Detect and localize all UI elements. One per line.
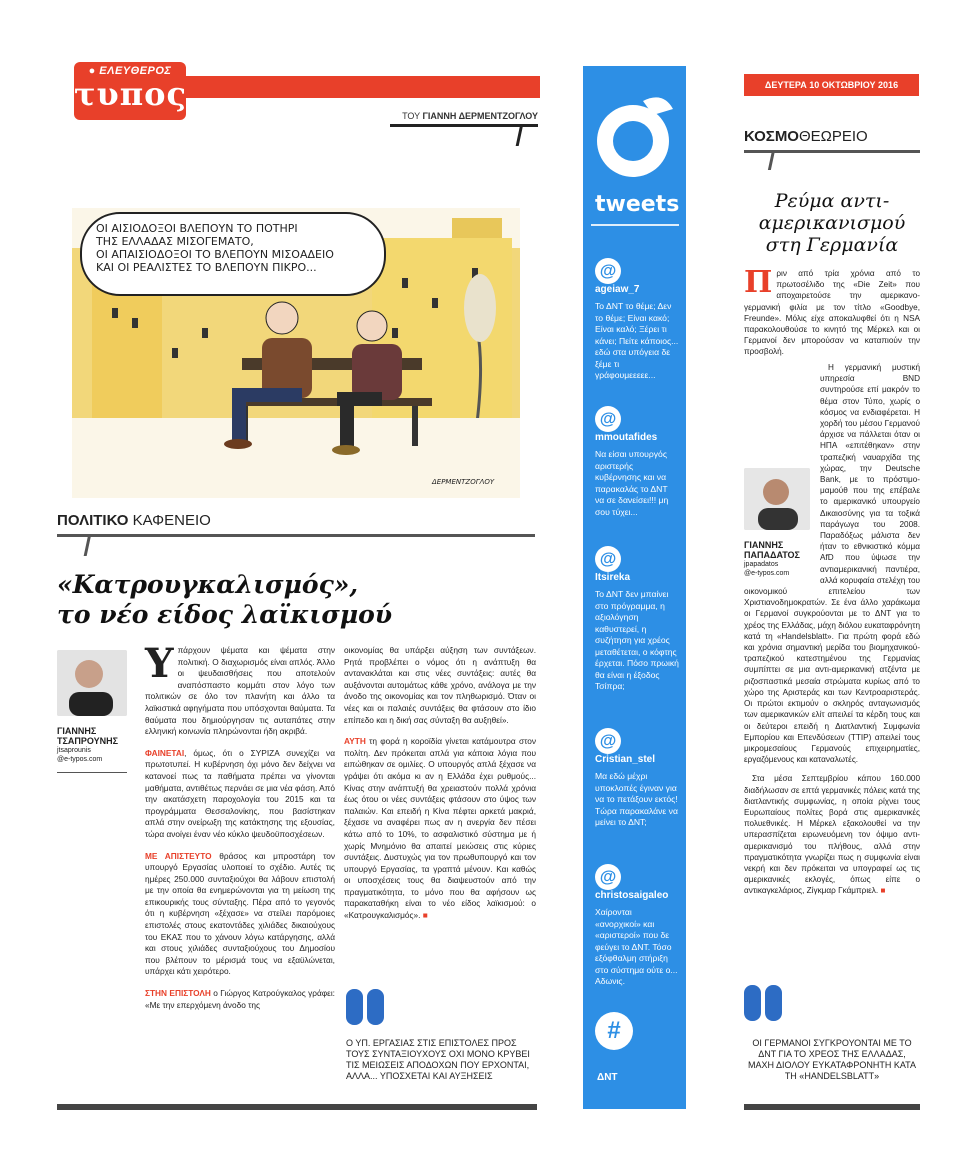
tweet-text: Μα εδώ μέχρι υποκλοπές έγιναν για να το πετάξουν εκτός! Τώρα παρακαλάνε να μείνει το ΔΝΤ; (595, 771, 678, 827)
section-rule-tick (768, 150, 775, 170)
section-title-bold: ΚΟΣΜΟ (744, 128, 799, 145)
cartoon-speech-bubble (80, 212, 386, 296)
at-icon: @ (595, 728, 621, 754)
article-paragraph: ο Γιώργος Κατρούγκαλος γράφει: «Με την επερχόμενη άνοδο της (145, 988, 335, 1010)
author-email: @e-typos.com (57, 756, 103, 763)
at-icon: @ (595, 258, 621, 284)
article-paragraph: πάρχουν ψέματα και ψέματα στην πολιτική. Ο διαχωρισμός είναι απλός. Άλλο οι ψευδαισθήσεις που αποτελούν αναπόσπαστο κομμάτι στον λόγο των πολιτικών σε όλο τον πλανήτη και άλλο τα λαϊκιστικά αφηγήματα που υπόσχονται θαύματα. Τα θαύματα που δημιούργησαν τις αυταπάτες στην ελληνική κοινωνία πληρώνονται ήδη ακριβά. (145, 645, 335, 737)
paragraph-lead: ΣΤΗΝ ΕΠΙΣΤΟΛΗ (145, 988, 211, 999)
author-name-last: ΤΣΑΠΡΟΥΝΗΣ (57, 736, 119, 746)
section-title-rest: ΚΑΦΕΝΕΙΟ (128, 512, 211, 529)
headline-line-2: το νέο είδος λαϊκισμού (57, 600, 393, 629)
logo-title: τυπος (74, 75, 187, 113)
section-title-kosmotheoreio (744, 128, 868, 145)
header-rule (390, 124, 538, 127)
right-article-dropcap: Π (744, 265, 773, 300)
article-paragraph: οικονομίας θα υπάρξει αύξηση των συντάξεων. Ρητά προβλέπει ο νόμος ότι η ανάπτυξη θα αντανακλάται και στις νέες συντάξεις: αυτές θα αυξάνονται αυτομάτως κάθε χρόνο, ανάλογα με την άνοδο της οικονομίας και τον πληθωρισμό. Όταν οι νέες και οι παλαιές συντάξεις θα φτάσουν στο ίδιο επίπεδο και η δική σας σύνταξη θα αυξηθεί». (344, 645, 536, 725)
issue-date: ΔΕΥΤΕΡΑ 10 ΟΚΤΩΒΡΙΟΥ 2016 (744, 74, 919, 96)
right-article-headline (744, 190, 920, 256)
paragraph-lead: ΦΑΙΝΕΤΑΙ (145, 747, 185, 758)
author-avatar (57, 650, 127, 716)
author-name-last: ΠΑΠΑΔΑΤΟΣ (744, 550, 800, 560)
section-title-politiko-kafeneio (57, 512, 211, 529)
tweet-handle[interactable]: christosaigaleo (595, 890, 669, 901)
tweet-item (595, 728, 679, 829)
author-box (57, 726, 127, 764)
article-dropcap: Υ (145, 640, 174, 687)
section-title-bold: ΠΟΛΙΤΙΚΟ (57, 512, 129, 529)
article-paragraph: ριν από τρία χρόνια από το πρωτοσέλιδο της «Die Zeit» που αποχαιρετούσε την αμερικανο-γερμανική φιλία με τον τίτλο «Goodbye, Freunde». Μόλις είχε αποκαλυφθεί ότι η NSA παρακολουθούσε το κινητό της Μέρκελ και οι Γερμανοί δεν μπορούσαν να καταπιούν την προσβολή. (744, 269, 920, 357)
article-paragraph: τη φορά η κοροϊδία γίνεται κατάμουτρα στον πολίτη. Δεν πρόκειται απλά για κάποια λόγια που ειπώθηκαν σε ομιλίες. Ο υπουργός απλά ξέχασε να γράψει ότι ακόμα κι αν η Ελλάδα έχει ρυθμούς... Κίνας στην ανάπτυξή θα χρειαστούν πολλά χρόνια έως ότου οι νέες συντάξεις φτάσουν στο ύψος των παλαιών. Και επειδή η Κίνα πέφτει αρκετά μακριά, ξέχασε να αναφέρει πως αν η ανεργία δεν πέσει κάτω από το 10%, το ασφαλιστικό σύστημα με ή χωρίς Μνημόνιο θα απαιτεί μειώσεις στις κύριες συντάξεις. Δυστυχώς για τον πρωθυπουργό και τον υπουργό Εργασίας, τα γραπτά μένουν. Και καθώς οι υποσχέσεις τους θα διαψευστούν από την πραγματικότητα, το μόνο που θα αφήσουν ως παρακαταθήκη είναι το νέο είδος λαϊκισμού: ο «Κατρουγκαλισμός». (344, 736, 536, 921)
tweet-item (595, 546, 679, 693)
end-mark: ■ (422, 910, 428, 921)
column-author-line (300, 111, 538, 121)
article-headline (57, 570, 477, 630)
at-icon: @ (595, 546, 621, 572)
author-handle: jpapadatos (744, 561, 779, 568)
column-author: ΓΙΑΝΝΗ ΔΕΡΜΕΝΤΖΟΓΛΟΥ (422, 111, 538, 121)
headline-line-3: στη Γερμανία (765, 234, 899, 256)
quote-icon (744, 985, 784, 1026)
logo-tagline: ● ΕΛΕΥΘΕΡΟΣ (88, 65, 172, 77)
bird-icon (583, 66, 686, 186)
tweets-column (583, 66, 686, 1109)
paragraph-lead: ΜΕ ΑΠΙΣΤΕΥΤΟ (145, 850, 212, 861)
section-rule (57, 534, 535, 537)
pull-quote: ΟΙ ΓΕΡΜΑΝΟΙ ΣΥΓΚΡΟΥΟΝΤΑΙ ΜΕ ΤΟ ΔΝΤ ΓΙΑ ΤΟ ΧΡΕΟΣ ΤΗΣ ΕΛΛΑΔΑΣ, ΜΑΧΗ ΔΙΟΛΟΥ ΕΥΚΑΤΑΦΡΟΝΗΤΗ ΚΑΤΑ ΤΗ «HANDELSBLATT» (748, 1038, 916, 1081)
at-icon: @ (595, 864, 621, 890)
tweet-text: Χαίρονται «ανορχικοί» και «αριστεροί» που δε φεύγει το ΔΝΤ. Τόσο εξόφθαλμη στήριξη στο σύστημα ούτε ο... Αδωνις. (595, 907, 678, 986)
header-rule-tick (516, 124, 524, 146)
newspaper-logo (74, 62, 186, 120)
headline-line-2: αμερικανισμού (758, 212, 906, 234)
tweet-item (595, 258, 679, 382)
author-prefix: ΤΟΥ (402, 111, 420, 121)
bottom-rule-left (57, 1104, 537, 1110)
article-paragraph: , όμως, ότι ο ΣΥΡΙΖΑ συνεχίζει να πρωτοτυπεί. Η κυβέρνηση όχι μόνο δεν δείχνει να κατανοεί πως τα παθήματα πρέπει να γίνονται μαθήματα, αντιθέτως περνάει σε μια νέα φάση. Από την ακατάσχετη παροχολογία του 2015 και τα προγράμματα Θεσσαλονίκης, που βασίστηκαν απλά στην ονείρωξη της κατάκτησης της εξουσίας, τώρα ανοίγει έναν νέο κύκλο ψευδοϋποσχέσεων. (145, 747, 335, 839)
hashtag-icon: # (595, 1012, 633, 1050)
author-name-first: ΓΙΑΝΝΗΣ (744, 540, 784, 550)
end-mark: ■ (880, 886, 886, 896)
right-article-body (744, 362, 920, 897)
quote-icon (346, 985, 386, 1025)
tweet-text: Να είσαι υπουργός αριστερής κυβέρνησης και να παρακαλάς το ΔΝΤ να σε δανείσει!!! μη σου τύχει... (595, 449, 669, 517)
tweet-handle[interactable]: mmoutafides (595, 432, 658, 443)
author-name-first: ΓΙΑΝΝΗΣ (57, 726, 97, 736)
at-icon: @ (595, 406, 621, 432)
author-rule (57, 772, 127, 773)
tweet-item (595, 864, 679, 988)
paragraph-lead: ΑΥΤΗ (344, 736, 366, 747)
header-red-bar (180, 76, 540, 98)
headline-line-1: Ρεύμα αντι- (774, 190, 890, 212)
bubble-line: ΟΙ ΑΠΑΙΣΙΟΔΟΞΟΙ ΤΟ ΒΛΕΠΟΥΝ ΜΙΣΟΑΔΕΙΟ (96, 248, 334, 261)
section-title-rest: ΘΕΩΡΕΙΟ (798, 128, 868, 145)
tweet-text: Το ΔΝΤ δεν μπαίνει στο πρόγραμμα, η αξιολόγηση καθυστερεί, η συζήτηση για χρέος μεταθέτεται, ο κόφτης έρχεται. Πόσο πρωική θα είναι η έξοδος Τσίπρα; (595, 589, 679, 691)
pull-quote: Ο ΥΠ. ΕΡΓΑΣΙΑΣ ΣΤΙΣ ΕΠΙΣΤΟΛΕΣ ΠΡΟΣ ΤΟΥΣ ΣΥΝΤΑΞΙΟΥΧΟΥΣ ΟΧΙ ΜΟΝΟ ΚΡΥΒΕΙ ΤΙΣ ΜΕΙΩΣΕΙΣ ΑΠΟΔΟΧΩΝ ΠΟΥ ΕΡΧΟΝΤΑΙ, ΑΛΛΑ... ΥΠΟΣΧΕΤΑΙ ΚΑΙ ΑΥΞΗΣΕΙΣ (346, 1038, 530, 1081)
author-email: @e-typos.com (744, 570, 790, 577)
tweets-title: tweets (595, 192, 680, 217)
bubble-line: ΤΗΣ ΕΛΛΑΔΑΣ ΜΙΣΟΓΕΜΑΤΟ, (96, 235, 254, 248)
headline-line-1: «Κατρουγκαλισμός», (57, 570, 359, 599)
tweet-handle[interactable]: Cristian_stel (595, 754, 656, 765)
tweets-divider (591, 224, 679, 226)
tweet-handle[interactable]: Itsireka (595, 572, 631, 583)
bottom-rule-right (744, 1104, 920, 1110)
bubble-line: ΚΑΙ ΟΙ ΡΕΑΛΙΣΤΕΣ ΤΟ ΒΛΕΠΟΥΝ ΠΙΚΡΟ... (96, 261, 317, 274)
right-article-body-top (744, 265, 920, 358)
article-column-1 (145, 640, 336, 1011)
cartoon-signature: ΔΕΡΜΕΝΤΖΟΓΛΟΥ (432, 478, 495, 486)
tweet-text: Το ΔΝΤ το θέμε; Δεν το θέμε; Είναι κακό; Είναι καλό; Ξέρει τι κάνει; Πείτε κάποιος... εδώ στα υπόγεια δε ξέμε τι γράφουμεεεεε... (595, 301, 679, 380)
tweet-handle[interactable]: ageiaw_7 (595, 284, 640, 295)
author-float-space (744, 362, 820, 586)
article-paragraph: Η γερμανική μυστική υπηρεσία BND συντηρούσε επί μακρόν το θέμα στον Τύπο, χωρίς ο κόσμος να ενδιαφέρεται. Η χορδή του μέσου Γερμανού άρχισε να πάλλεται όταν οι ΗΠΑ «επιτέθηκαν» στην τραπεζική ναυαρχίδα της χώρας, την Deutsche Bank, με το πρόστιμο-μαμούθ που της επέβαλε το αμερικανικό υπουργείο Δικαιοσύνης για τα τοξικά παράγωγα του 2008. Παραδόξως μάλιστα δεν ήταν το εθνικιστικό κόμμα AfD που ύψωσε την αντιαμερικανική παντιέρα, αλλά κορυφαία στελέχη του οικονομικού επιτελείου των Χριστιανοδημοκρατών. Σε ένα άλλο χαράκωμα οι Γερμανοί συγκρούονται με το ΔΝΤ για το χρέος της Ελλάδας, μάχη διόλου ευκαταφρόνητη κατά τη «Handelsblatt». Για πρώτη φορά εδώ και χρόνια σημαντική μερίδα του βιομηχανικού-τραπεζικού κατεστημένου της Γερμανίας συμπίπτει σε μια αντι-αμερικανική ατζέντα με ριζοσπαστικά μεσαία στρώματα κυρίως από το χώρο της Αριστεράς και των Κεντροαριστεράς. Οι πρώτοι εκτιμούν ο σκληρός ανταγωνισμός των αμερικανικών ελίτ απειλεί τα κέρδη τους και οι δεύτεροι επειδή η Διατλαντική Συμφωνία Εμπορίου και Επενδύσεων (TTIP) απειλεί τους μικρομεσαίους Γερμανούς επιχειρηματίες, εργαζόμενους και καταναλωτές. (744, 363, 920, 765)
tweet-item (595, 406, 679, 518)
hashtag-label[interactable]: ΔΝΤ (597, 1072, 618, 1083)
bubble-line: ΟΙ ΑΙΣΙΟΔΟΞΟΙ ΒΛΕΠΟΥΝ ΤΟ ΠΟΤΗΡΙ (96, 222, 298, 235)
section-rule-tick (84, 534, 92, 556)
article-paragraph: Στα μέσα Σεπτεμβρίου κάπου 160.000 διαδήλωσαν σε επτά γερμανικές πόλεις κατά της διατλαντικής συμφωνίας, η οποία ρίχνει τους Ευρωπαίους πολίτες βορά στις αμερικανικές πολυεθνικές. Η Μέρκελ εξακολουθεί να την υπερασπίζεται ειρωνευόμενη τον όψιμο αντι-αμερικανισμό του πλήθους, αλλά στην πραγματικότητα γνωρίζει πως η συμφωνία είναι νεκρή και δεν πρόκειται να υπογραφεί ως τις αμερικανικές εκλογές, όπως είπε ο αντικαγκελάριος, Ζίγκμαρ Γκάμπριελ. (744, 774, 920, 896)
article-paragraph: θράσος και μπροστάρη τον υπουργό Εργασίας υλοποιεί το σχέδιο. Αυτές τις ημέρες 250.000 συνταξιούχοι θα λάβουν επιστολή με την οποία θα ενημερώνονται για τη μείωση της επικουρικής τους σύνταξης. Πέρα από το γεγονός ότι η κυβέρνηση «ξέχασε» να στείλει παρόμοιες επιστολές στους εκατοντάδες χιλιάδες δικαιούχους του ΕΚΑΣ που το χάνουν λόγω κατάργησης, αλλά και στους χιλιάδες συνταξιούχους του Δημοσίου που βλέπουν το μέρισμά τους να εξαϋλώνεται, υπάρχει κάτι χειρότερο. (145, 850, 336, 977)
article-column-2 (344, 645, 536, 922)
author-handle: jtsaprounis (57, 747, 91, 754)
